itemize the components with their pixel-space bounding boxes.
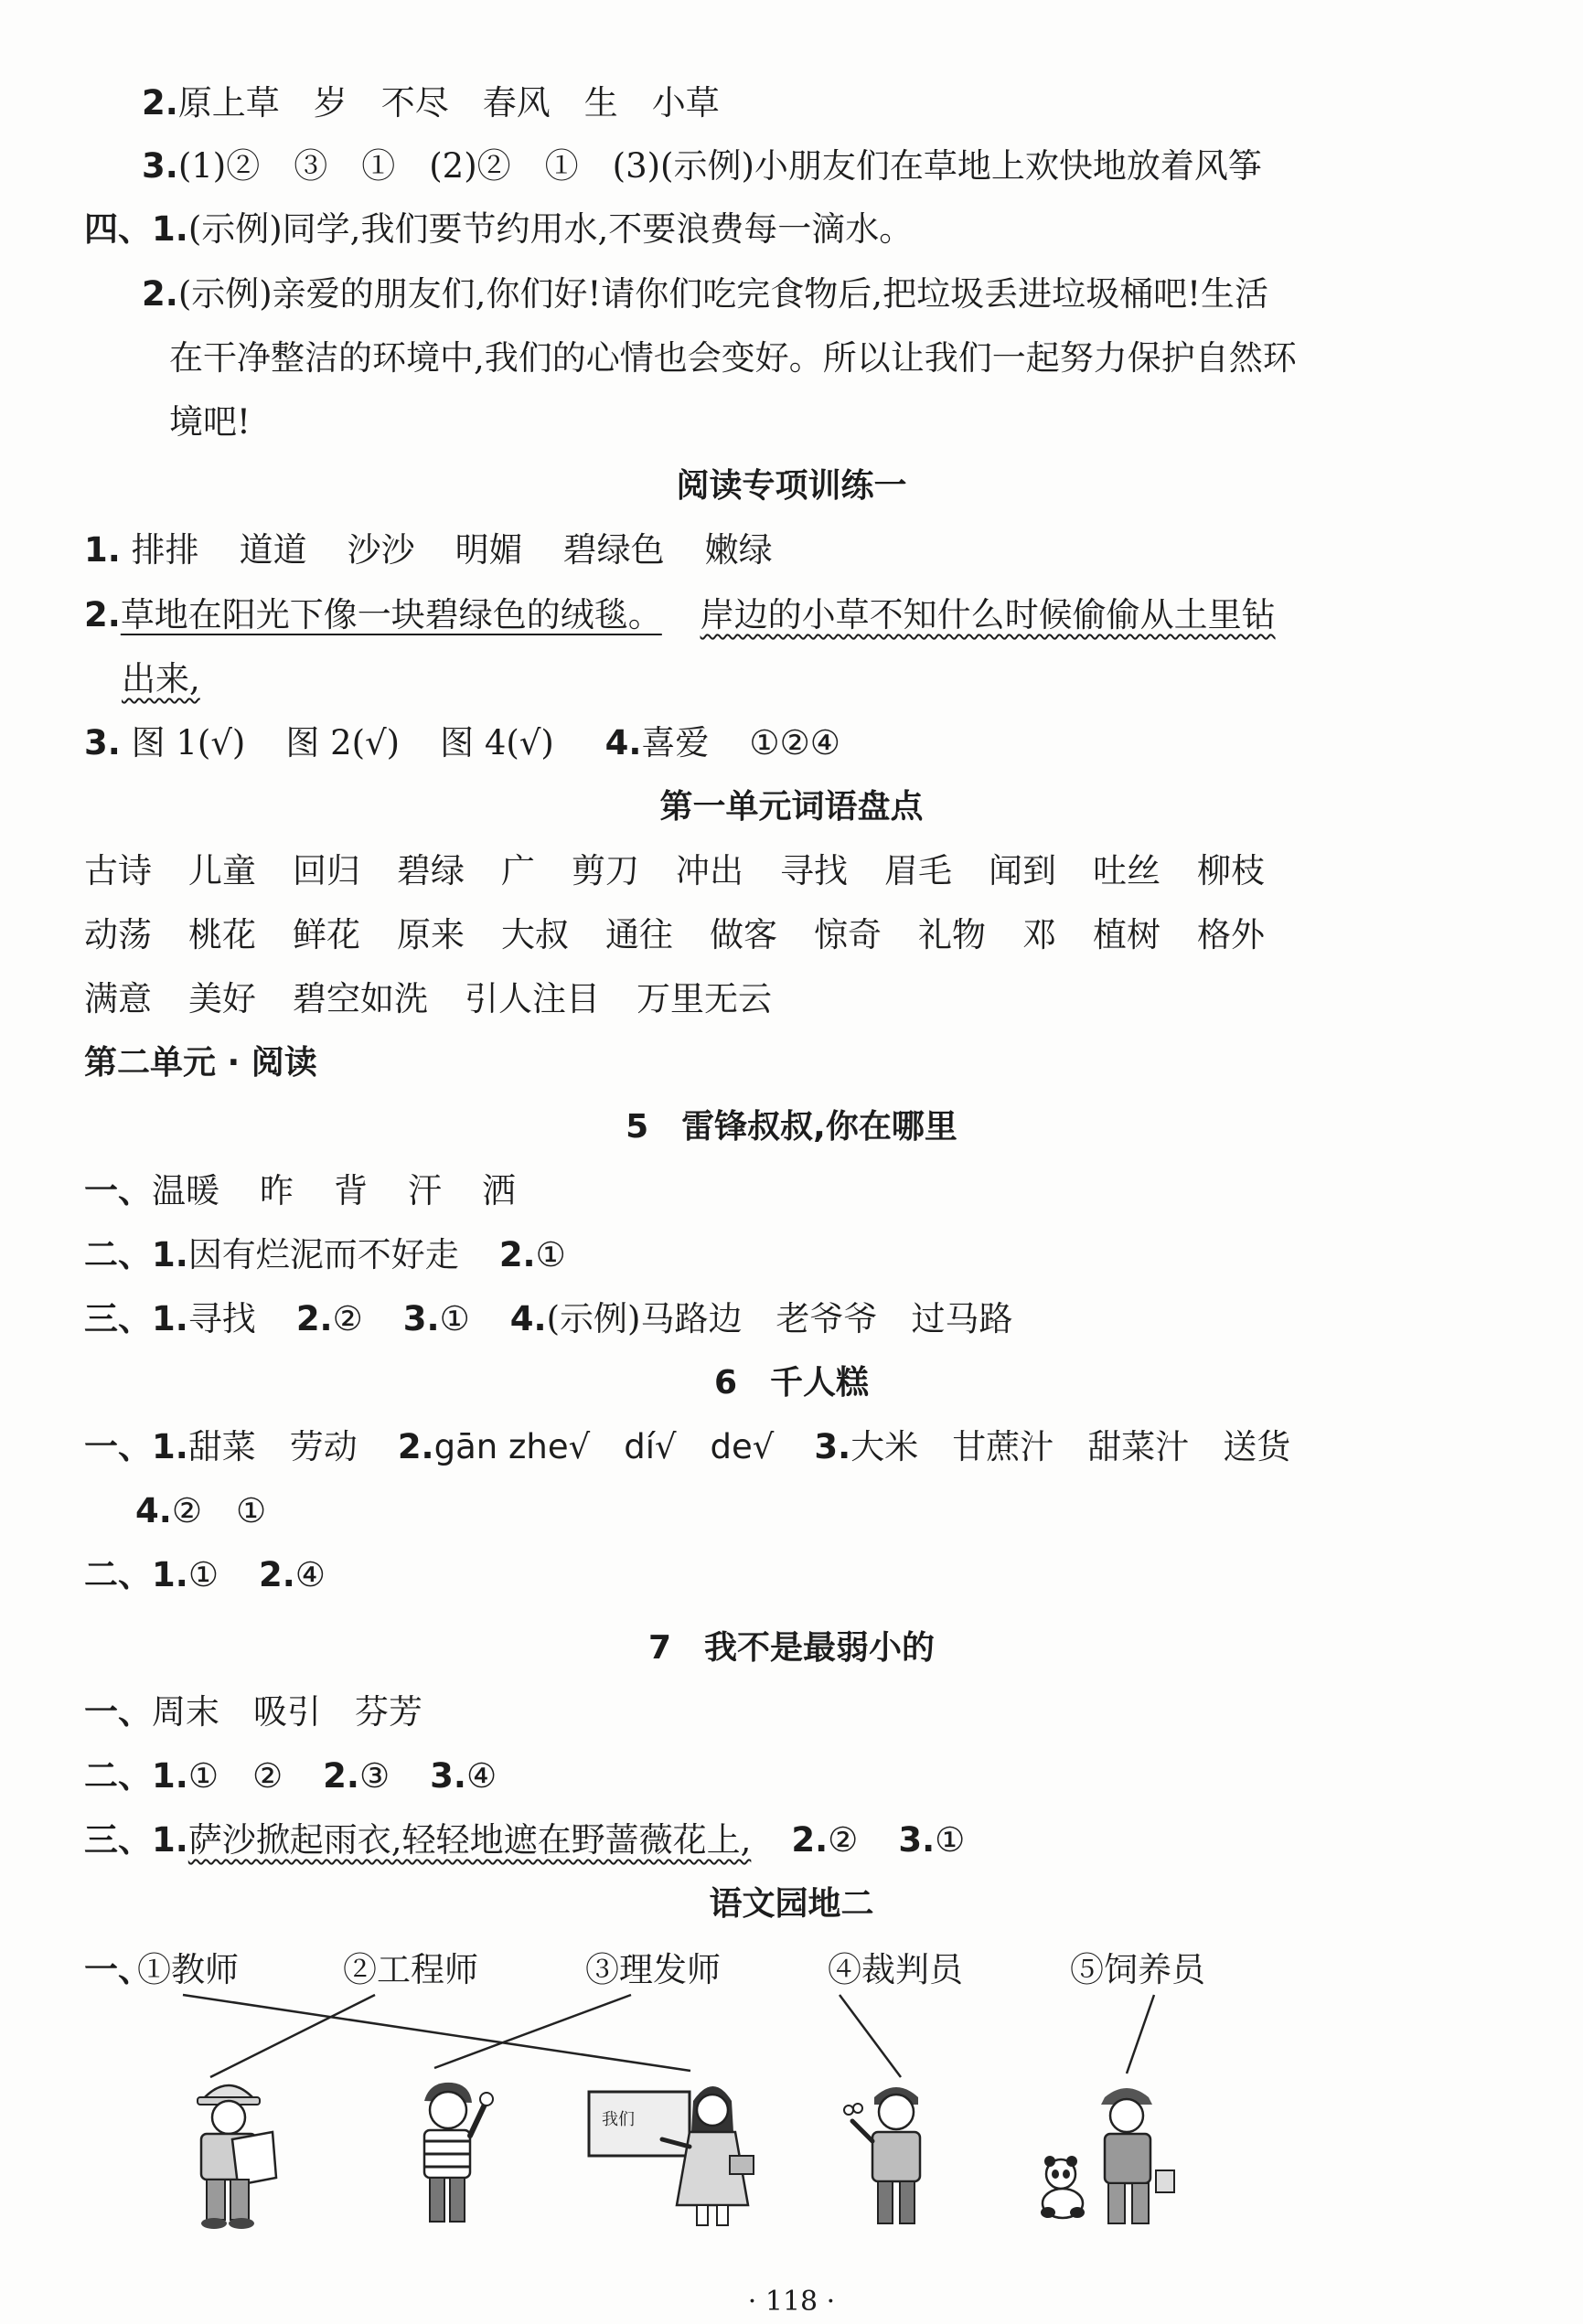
review-word: 引人注目 — [465, 979, 600, 1018]
review-word: 眉毛 — [884, 851, 952, 890]
answer-word: ② — [332, 1299, 363, 1338]
underlined-sentence: 草地在阳光下像一块碧绿色的绒毯。 — [120, 595, 662, 634]
answer-word: 背 — [334, 1171, 368, 1210]
answer-word: ③ — [358, 1756, 390, 1796]
section-title: 语文园地二 — [709, 1885, 874, 1923]
item-number: 4. — [135, 1491, 172, 1530]
unit-title: 第二单元 · 阅读 — [84, 1044, 317, 1082]
answer-word: 图 2(√) — [285, 723, 401, 762]
item-number: 一、 — [84, 1692, 152, 1732]
item-number: 二、1. — [84, 1235, 188, 1274]
answer-word: 周末 吸引 芬芳 — [152, 1692, 422, 1732]
option-label: ④裁判员 — [828, 1950, 963, 1989]
wavy-underlined-sentence: 萨沙掀起雨衣,轻轻地遮在野蔷薇花上, — [187, 1820, 752, 1860]
item-number: 1. — [84, 530, 121, 570]
review-word: 万里无云 — [636, 979, 772, 1018]
answer-word: ④ — [294, 1555, 326, 1594]
answer-word: 图 1(√) — [131, 723, 246, 762]
item-number: 三、1. — [84, 1299, 188, 1338]
item-number: 三、1. — [84, 1820, 188, 1860]
match-line — [210, 1995, 375, 2077]
answer-word: 排排 — [131, 530, 199, 570]
review-word: 古诗 — [84, 851, 152, 890]
section-title: 6 千人糕 — [713, 1364, 870, 1402]
answer-word: ① — [935, 1820, 966, 1860]
answer-word: ① — [535, 1235, 566, 1274]
option-label: ①教师 — [137, 1950, 239, 1989]
review-word: 吐丝 — [1093, 851, 1161, 890]
barber-illustration — [841, 2068, 951, 2233]
wavy-underlined-sentence: 出来, — [122, 659, 200, 698]
review-word: 做客 — [710, 915, 777, 954]
answer-text: (1)② ③ ① (2)② ① (3)(示例)小朋友们在草地上欢快地放着风筝 — [177, 146, 1262, 186]
item-number: 2. — [258, 1555, 295, 1594]
review-word: 原来 — [397, 915, 465, 954]
review-word: 植树 — [1093, 915, 1161, 954]
review-word: 美好 — [188, 979, 256, 1018]
option-label: ③理发师 — [585, 1950, 721, 1989]
answer-text: (示例)同学,我们要节约用水,不要浪费每一滴水。 — [187, 209, 914, 249]
item-number: 2. — [142, 83, 178, 123]
answer-word: 图 4(√) — [440, 723, 554, 762]
section-title: 第一单元词语盘点 — [659, 788, 924, 826]
engineer-illustration — [174, 2068, 283, 2233]
answer-text: 原上草 岁 不尽 春风 生 小草 — [177, 83, 720, 123]
answer-word: ① — [187, 1555, 219, 1594]
item-number: 4. — [509, 1299, 547, 1338]
review-word: 广 — [501, 851, 535, 890]
item-number: 3. — [402, 1299, 440, 1338]
item-number: 4. — [604, 723, 642, 762]
item-number: 2. — [498, 1235, 536, 1274]
review-word: 闻到 — [989, 851, 1056, 890]
review-word: 大叔 — [501, 915, 569, 954]
answer-word: 洒 — [482, 1171, 516, 1210]
answer-word: 汗 — [408, 1171, 442, 1210]
section-title: 5 雷锋叔叔,你在哪里 — [626, 1108, 957, 1146]
review-word: 格外 — [1197, 915, 1265, 954]
pinyin-answer: gān zhe√ dí√ de√ — [433, 1427, 775, 1466]
answer-word: 寻找 — [187, 1299, 256, 1338]
item-number: 3. — [142, 146, 178, 186]
review-word: 碧绿 — [397, 851, 465, 890]
answer-text: (示例)亲爱的朋友们,你们好!请你们吃完食物后,把垃圾丢进垃圾桶吧!生活 — [177, 274, 1268, 314]
item-number: 3. — [430, 1756, 466, 1796]
review-word: 惊奇 — [814, 915, 882, 954]
answer-word: (示例)马路边 老爷爷 过马路 — [546, 1299, 1013, 1338]
item-number: 四、1. — [84, 209, 188, 249]
section-title: 阅读专项训练一 — [676, 467, 907, 505]
review-word: 柳枝 — [1197, 851, 1265, 890]
answer-word: 喜爱 — [641, 723, 710, 762]
answer-word: 沙沙 — [347, 530, 415, 570]
answer-text: 在干净整洁的环境中,我们的心情也会变好。所以让我们一起努力保护自然环 — [169, 338, 1297, 378]
item-number: 2. — [397, 1427, 434, 1466]
item-number: 二、1. — [84, 1756, 188, 1796]
answer-word: ① ② — [187, 1756, 283, 1796]
answer-word: 昨 — [260, 1171, 294, 1210]
section-title: 7 我不是最弱小的 — [647, 1629, 936, 1667]
teacher-illustration — [585, 2068, 768, 2233]
board-text: 我们 — [602, 2110, 635, 2129]
review-word: 礼物 — [918, 915, 986, 954]
review-word: 剪刀 — [572, 851, 639, 890]
review-word: 通往 — [605, 915, 673, 954]
answer-word: ④ — [465, 1756, 497, 1796]
option-label: ⑤饲养员 — [1070, 1950, 1205, 1989]
answer-word: ② ① — [171, 1491, 267, 1530]
zookeeper-illustration — [1024, 2068, 1189, 2233]
answer-word: ② — [828, 1820, 859, 1860]
item-number: 2. — [142, 274, 178, 314]
answer-word: 嫩绿 — [704, 530, 773, 570]
item-number: 2. — [295, 1299, 333, 1338]
review-word: 寻找 — [780, 851, 848, 890]
wavy-underlined-sentence: 岸边的小草不知什么时候偷偷从土里钻 — [700, 595, 1276, 634]
match-line — [1127, 1995, 1154, 2073]
review-word: 邓 — [1022, 915, 1056, 954]
review-word: 回归 — [293, 851, 360, 890]
answer-word: 温暖 — [152, 1171, 219, 1210]
review-word: 碧空如洗 — [293, 979, 428, 1018]
answer-word: 碧绿色 — [562, 530, 665, 570]
item-number: 一、1. — [84, 1427, 188, 1466]
review-word: 鲜花 — [293, 915, 360, 954]
option-label: ②工程师 — [343, 1950, 478, 1989]
review-word: 冲出 — [676, 851, 743, 890]
item-number: 一、 — [84, 1171, 152, 1210]
answer-word: ① — [439, 1299, 470, 1338]
answer-text: 境吧! — [169, 402, 251, 442]
match-line — [840, 1995, 901, 2077]
review-word: 动荡 — [84, 915, 152, 954]
review-word: 桃花 — [188, 915, 256, 954]
item-number: 二、1. — [84, 1555, 188, 1594]
item-number: 2. — [791, 1820, 829, 1860]
item-number: 3. — [898, 1820, 936, 1860]
match-line — [183, 1995, 690, 2071]
review-word: 儿童 — [188, 851, 256, 890]
answer-word: 甜菜 劳动 — [187, 1427, 358, 1466]
item-number: 2. — [84, 595, 121, 634]
item-number: 3. — [84, 723, 121, 762]
page-number: · 118 · — [747, 2286, 836, 2318]
answer-word: 明媚 — [455, 530, 523, 570]
answer-word: 因有烂泥而不好走 — [187, 1235, 459, 1274]
item-number: 一、 — [84, 1950, 152, 1989]
review-word: 满意 — [84, 979, 152, 1018]
answer-word: 道道 — [239, 530, 307, 570]
item-number: 3. — [814, 1427, 851, 1466]
answer-word: 大米 甘蔗汁 甜菜汁 送货 — [850, 1427, 1291, 1466]
answer-word: ①②④ — [749, 723, 840, 762]
referee-illustration — [393, 2068, 503, 2233]
item-number: 2. — [323, 1756, 359, 1796]
